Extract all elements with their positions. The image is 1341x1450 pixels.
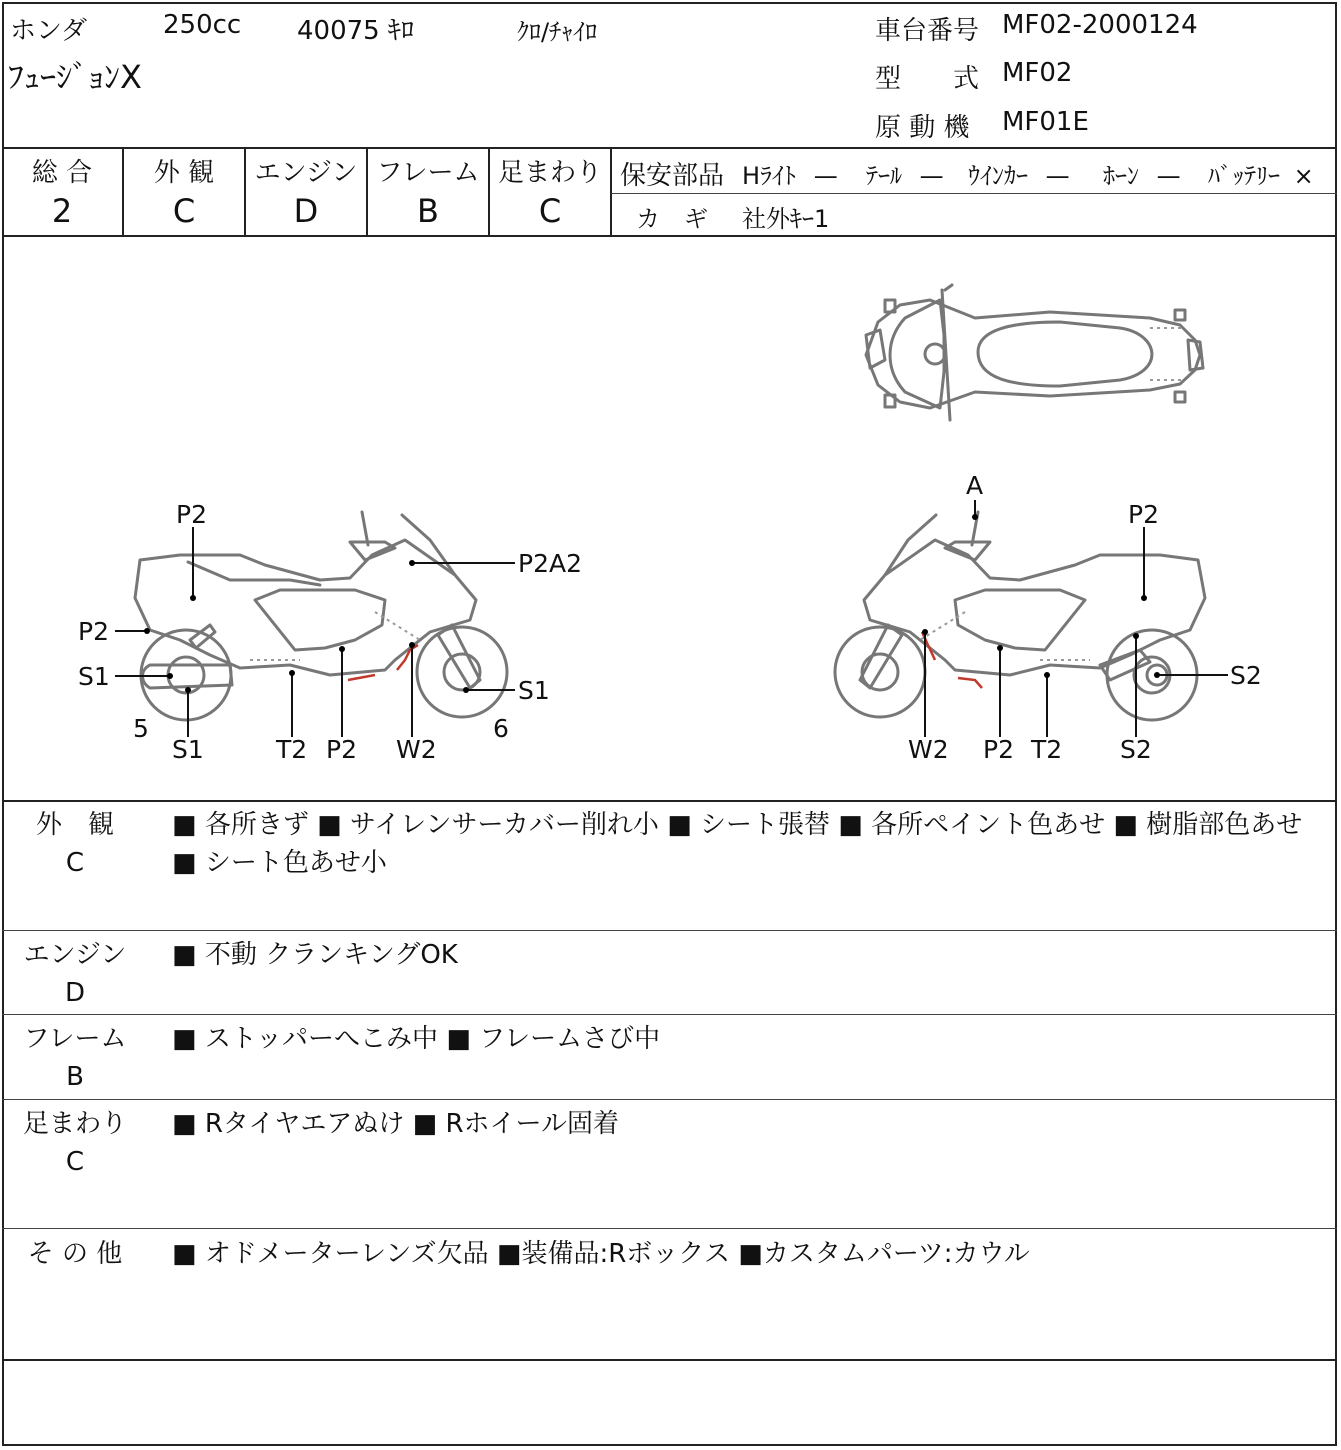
diagram-label: S1 [172,735,204,764]
grade-exterior [124,148,244,236]
safety-item-headlight [742,156,838,191]
diagram-label: S2 [1120,735,1152,764]
section-engine-title [20,936,130,1012]
engine-value: MF01E [1002,107,1089,137]
top-view-scooter [866,285,1203,420]
diagram-label: P2 [176,500,207,529]
safety-item-tail [866,156,944,191]
section-engine-text: ■ 不動 クランキングOK [172,940,458,970]
grade-engine [246,148,366,236]
safety-item-mark: — [1156,162,1181,190]
section-exterior-text: ■ 各所きず ■ サイレンサーカバー削れ小 ■ シート張替 ■ 各所ペイント色あせ ■ 樹脂部色あせ ■ シート色あせ小 [172,810,1303,878]
frame-no: MF02-2000124 [1002,10,1198,40]
damage-diagram [0,237,1341,799]
type-value: MF02 [1002,58,1073,88]
section-suspension-text: ■ Rタイヤエアぬけ ■ Rホイール固着 [172,1109,620,1139]
right-view-scooter [835,512,1205,720]
diagram-label: 5 [133,714,149,743]
displacement: 250cc [163,10,242,40]
diagram-label: S1 [78,662,110,691]
grade-label: 足まわり [497,158,602,188]
engine-label: 原 動 機 [875,113,970,143]
mileage: 40075 ｷﾛ [297,16,414,46]
safety-item-name: ﾊﾞｯﾃﾘｰ [1208,162,1280,190]
section-frame-text: ■ ストッパーへこみ中 ■ フレームさび中 [172,1024,661,1054]
diagram-label: T2 [276,735,308,764]
section-grade: D [64,978,86,1008]
section-grade: C [65,1147,85,1177]
left-view-scooter [135,512,507,720]
section-grade: C [65,848,85,878]
grade-value: B [417,192,439,230]
section-other-title [20,1235,130,1273]
divider [2,1014,1337,1015]
divider [2,1099,1337,1100]
key-label: カ ギ [636,205,708,233]
grade-value: D [293,192,319,230]
diagram-label: 6 [493,714,509,743]
right-view-leaders [922,500,1228,737]
diagram-label: T2 [1031,735,1063,764]
section-suspension-title [20,1105,130,1181]
divider [2,1228,1337,1229]
section-title: そ の 他 [27,1239,123,1269]
diagram-label: P2 [78,617,109,646]
diagram-label: P2 [326,735,357,764]
grade-value: C [172,192,196,230]
grade-label: 総 合 [31,158,93,188]
grade-label: フレーム [376,158,480,188]
grade-label: エンジン [254,158,358,188]
safety-item-name: ｳｲﾝｶｰ [968,162,1028,190]
frame-no-label: 車台番号 [875,16,980,46]
divider [2,930,1337,931]
safety-item-mark: — [919,162,944,190]
grade-value: 2 [51,192,73,230]
maker: ホンダ [10,16,87,46]
diagram-label: P2 [983,735,1014,764]
diagram-label: P2 [1128,500,1159,529]
section-exterior-title [20,806,130,882]
section-title: フレーム [23,1024,127,1054]
model-name: ﾌｭｰｼﾞｮﾝX [8,58,142,96]
diagram-label: P2A2 [518,549,582,578]
section-title: 足まわり [22,1109,127,1139]
section-title: 外 観 [35,810,114,840]
grade-suspension [490,148,610,236]
safety-label: 保安部品 [620,161,725,191]
safety-item-mark: × [1293,162,1314,190]
safety-item-horn [1103,156,1181,191]
section-title: エンジン [23,940,127,970]
safety-item-mark: — [813,162,838,190]
key-value: 社外ｷｰ1 [742,205,830,233]
grade-label: 外 観 [153,158,215,188]
type-label: 型 式 [875,64,980,94]
grade-value: C [538,192,562,230]
diagram-label: A [966,471,984,500]
diagram-label: W2 [908,735,949,764]
divider [2,800,1337,802]
divider [610,148,612,236]
divider [611,193,1337,194]
diagram-label: W2 [396,735,437,764]
safety-item-name: Hﾗｲﾄ [742,162,797,190]
section-other-text: ■ オドメーターレンズ欠品 ■装備品:Rボックス ■カスタムパーツ:カウル [172,1239,1030,1269]
section-frame-title [20,1020,130,1096]
diagram-label: S1 [518,676,550,705]
safety-item-name: ﾃｰﾙ [866,162,902,190]
divider [2,1359,1337,1361]
safety-item-winker [968,156,1070,191]
safety-item-mark: — [1045,162,1070,190]
color: ｸﾛ/ﾁｬｲﾛ [517,18,598,46]
safety-item-battery [1208,156,1314,191]
safety-item-name: ﾎｰﾝ [1103,162,1139,190]
grade-frame [368,148,488,236]
diagram-label: S2 [1230,661,1262,690]
grade-overall [2,148,122,236]
section-grade: B [66,1062,84,1092]
